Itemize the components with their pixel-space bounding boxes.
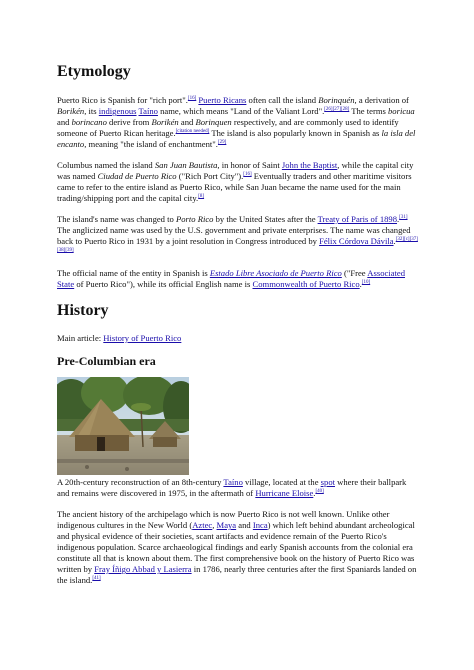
text: . (397, 214, 400, 224)
link-puerto-ricans[interactable]: Puerto Ricans (198, 95, 247, 105)
link-fray-inigo-abbad[interactable]: Fray Íñigo Abbad y Lasierra (94, 564, 192, 574)
text: name, which means "Land of the Valiant Lord". (157, 106, 325, 116)
history-heading: History (57, 302, 109, 319)
link-estado-libre-asociado[interactable]: Estado Libre Asociado de Puerto Rico (209, 268, 342, 278)
text: , (212, 520, 217, 530)
reference-link[interactable]: [10] (361, 280, 371, 286)
text: village, located at the (242, 477, 321, 487)
link-history-of-puerto-rico[interactable]: History of Puerto Rico (103, 333, 182, 343)
link-maya[interactable]: Maya (216, 520, 237, 530)
italic-term: Ciudad de Puerto Rico (97, 171, 177, 181)
link-taino[interactable]: Taíno (138, 106, 158, 116)
reference-link[interactable]: [40] (315, 489, 324, 495)
taino-village-photo (57, 377, 189, 475)
reference-link[interactable]: [31] (399, 215, 408, 221)
etymology-paragraph-1 (57, 95, 419, 150)
link-inca[interactable]: Inca (252, 520, 268, 530)
citation-needed-link[interactable]: [citation needed] (175, 129, 210, 135)
text: respectively, and are commonly used to identify someone of Puerto Rican heritage. (57, 117, 399, 138)
text: and (57, 117, 72, 127)
main-article-label: Main article: (57, 333, 104, 343)
reference-link[interactable]: [8] (198, 194, 205, 200)
pre-columbian-heading: Pre-Columbian era (57, 354, 156, 368)
article-body (57, 62, 419, 596)
text: , its (84, 106, 99, 116)
text: The terms (349, 106, 388, 116)
etymology-paragraph-4 (57, 268, 419, 290)
text: , in honor of Saint (217, 160, 282, 170)
text: The island's name was changed to (57, 214, 176, 224)
reference-link[interactable]: [29] (217, 140, 227, 146)
link-indigenous[interactable]: indigenous (98, 106, 137, 116)
text: where their ballpark and remains were discovered in 1975, in the aftermath of (57, 477, 407, 498)
link-john-the-baptist[interactable]: John the Baptist (281, 160, 338, 170)
link-treaty-of-paris[interactable]: Treaty of Paris of 1898 (317, 214, 398, 224)
italic-term: Borikén (57, 106, 85, 116)
link-associated-state[interactable]: Associated State (57, 268, 406, 289)
reference-link[interactable]: [32][c][37][38][39] (57, 237, 418, 254)
reference-link[interactable]: [26][27][28] (324, 107, 350, 113)
italic-term: Borinquén (318, 95, 355, 105)
reference-link[interactable]: [41] (92, 576, 101, 582)
text: A 20th-century reconstruction of an 8th-century (57, 477, 224, 487)
text: ("Rich Port City"). (176, 171, 244, 181)
text: . (359, 279, 362, 289)
italic-term: San Juan Bautista (154, 160, 218, 170)
italic-term: la isla del encanto (57, 128, 416, 149)
text: ("Free (341, 268, 368, 278)
text: often call the island (246, 95, 319, 105)
link-hurricane-eloise[interactable]: Hurricane Eloise (255, 488, 314, 498)
reference-link[interactable]: [16] (187, 96, 197, 102)
text: derive from (106, 117, 152, 127)
text: and (236, 520, 253, 530)
italic-term: boricua (388, 106, 415, 116)
italic-term: Porto Rico (175, 214, 214, 224)
text: by the United States after the (213, 214, 318, 224)
text: , while the capital city was named (57, 160, 414, 181)
etymology-paragraph-2 (57, 160, 419, 204)
pre-columbian-paragraph (57, 509, 419, 586)
text: Puerto Rico is Spanish for "rich port". (57, 95, 188, 105)
italic-term: borincano (71, 117, 107, 127)
text: The official name of the entity in Spanish is (57, 268, 210, 278)
text: The ancient history of the archipelago which is now Puerto Rico is not well known. Unlike other indigenous cultures in the New World ( (57, 509, 390, 530)
italic-term: Borikén (151, 117, 179, 127)
text: in 1786, nearly three centuries after the first Spaniards landed on the island. (57, 564, 417, 585)
text: , meaning "the island of enchantment". (84, 139, 218, 149)
text: of Puerto Rico"), while its official English name is (74, 279, 253, 289)
text: The island is also popularly known in Spanish as (209, 128, 382, 138)
text: Columbus named the island (57, 160, 155, 170)
text: . (393, 236, 396, 246)
etymology-heading: Etymology (57, 63, 131, 80)
text: and (178, 117, 196, 127)
italic-term: Borinquen (195, 117, 232, 127)
reference-link[interactable]: [16] (243, 172, 252, 178)
village-illustration (57, 377, 189, 475)
link-felix-cordova-davila[interactable]: Félix Córdova Dávila (319, 236, 394, 246)
main-article-note (57, 333, 419, 344)
text: . (313, 488, 316, 498)
link-aztec[interactable]: Aztec (192, 520, 213, 530)
link-taino[interactable]: Taíno (223, 477, 243, 487)
text: Eventually traders and other maritime visitors came to refer to the entire island as Puerto Rico, while San Juan became the name used for the main trading/shipping port and the capital city. (57, 171, 412, 203)
link-spot[interactable]: spot (320, 477, 335, 487)
link-commonwealth-of-puerto-rico[interactable]: Commonwealth of Puerto Rico (252, 279, 360, 289)
text: ) which left behind abundant archeological and physical evidence of their societies, scant artifacts and evidence remain of the Puerto Rico's indigenous population. Scarce archaeological findings and early Spanish accounts from the colonial era constitute all that is known about them. The first comprehensive book on the history of Puerto Rico was written by (57, 520, 415, 574)
text: , a derivation of (354, 95, 409, 105)
photo-caption (57, 477, 419, 499)
etymology-paragraph-3 (57, 214, 419, 258)
text: The anglicized name was used by the U.S. government and private enterprises. The name was changed back to Puerto Rico in 1931 by a joint resolution in Congress introduced by (57, 225, 411, 246)
